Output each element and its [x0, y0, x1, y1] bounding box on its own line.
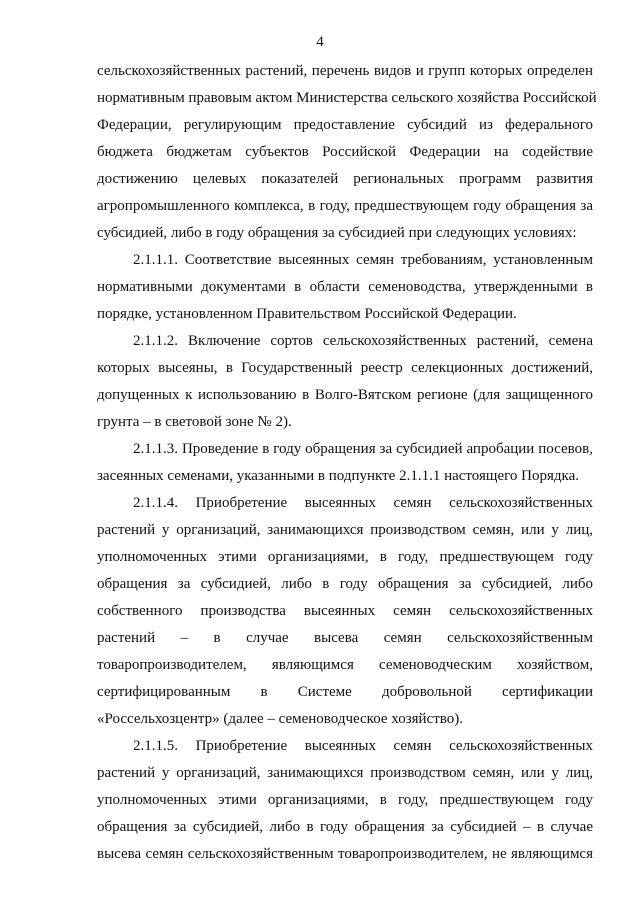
- text-line: обращения за субсидией, либо в году обращения за субсидией – в случае: [97, 819, 593, 835]
- text-line: обращения за субсидией, либо в году обращения за субсидией, либо: [97, 576, 593, 592]
- text-line: сертифицированным в Системе добровольной сертификации: [97, 684, 593, 700]
- text-line: нормативными документами в области семеноводства, утвержденными в: [97, 279, 593, 295]
- text-line: 2.1.1.2. Включение сортов сельскохозяйственных растений, семена: [133, 333, 593, 349]
- text-line: агропромышленного комплекса, в году, предшествующем году обращения за: [97, 198, 593, 214]
- text-line: 2.1.1.1. Соответствие высеянных семян требованиям, установленным: [133, 252, 593, 268]
- text-line: засеянных семенами, указанными в подпункте 2.1.1.1 настоящего Порядка.: [97, 468, 579, 484]
- text-line: уполномоченных этими организациями, в году, предшествующем году: [97, 792, 593, 808]
- text-line: бюджета бюджетам субъектов Российской Федерации на содействие: [97, 144, 593, 160]
- text-line: растений – в случае высева семян сельскохозяйственным: [97, 630, 593, 646]
- text-line: грунта – в световой зоне № 2).: [97, 414, 292, 430]
- page-number: 4: [316, 34, 324, 50]
- text-line: растений у организаций, занимающихся производством семян, или у лиц,: [97, 522, 593, 538]
- text-line: порядке, установленном Правительством Российской Федерации.: [97, 306, 517, 322]
- text-line: собственного производства высеянных семян сельскохозяйственных: [97, 603, 593, 619]
- text-line: высева семян сельскохозяйственным товаропроизводителем, не являющимся: [97, 846, 593, 862]
- text-line: «Россельхозцентр» (далее – семеноводческое хозяйство).: [97, 711, 464, 727]
- text-line: нормативным правовым актом Министерства сельского хозяйства Российской: [97, 90, 597, 106]
- text-line: уполномоченных этими организациями, в году, предшествующем году: [97, 549, 593, 565]
- text-line: субсидией, либо в году обращения за субсидией при следующих условиях:: [97, 225, 577, 241]
- text-line: сельскохозяйственных растений, перечень видов и групп которых определен: [97, 63, 593, 79]
- text-line: 2.1.1.3. Проведение в году обращения за субсидией апробации посевов,: [133, 441, 593, 457]
- text-line: 2.1.1.4. Приобретение высеянных семян сельскохозяйственных: [133, 495, 593, 511]
- text-line: допущенных к использованию в Волго-Вятском регионе (для защищенного: [97, 387, 593, 403]
- text-line: Федерации, регулирующим предоставление субсидий из федерального: [97, 117, 593, 133]
- text-line: растений у организаций, занимающихся производством семян, или у лиц,: [97, 765, 593, 781]
- text-line: которых высеяны, в Государственный реестр селекционных достижений,: [97, 360, 593, 376]
- text-line: достижению целевых показателей региональных программ развития: [97, 171, 593, 187]
- text-line: 2.1.1.5. Приобретение высеянных семян сельскохозяйственных: [133, 738, 593, 754]
- text-line: товаропроизводителем, являющимся семеноводческим хозяйством,: [97, 657, 593, 673]
